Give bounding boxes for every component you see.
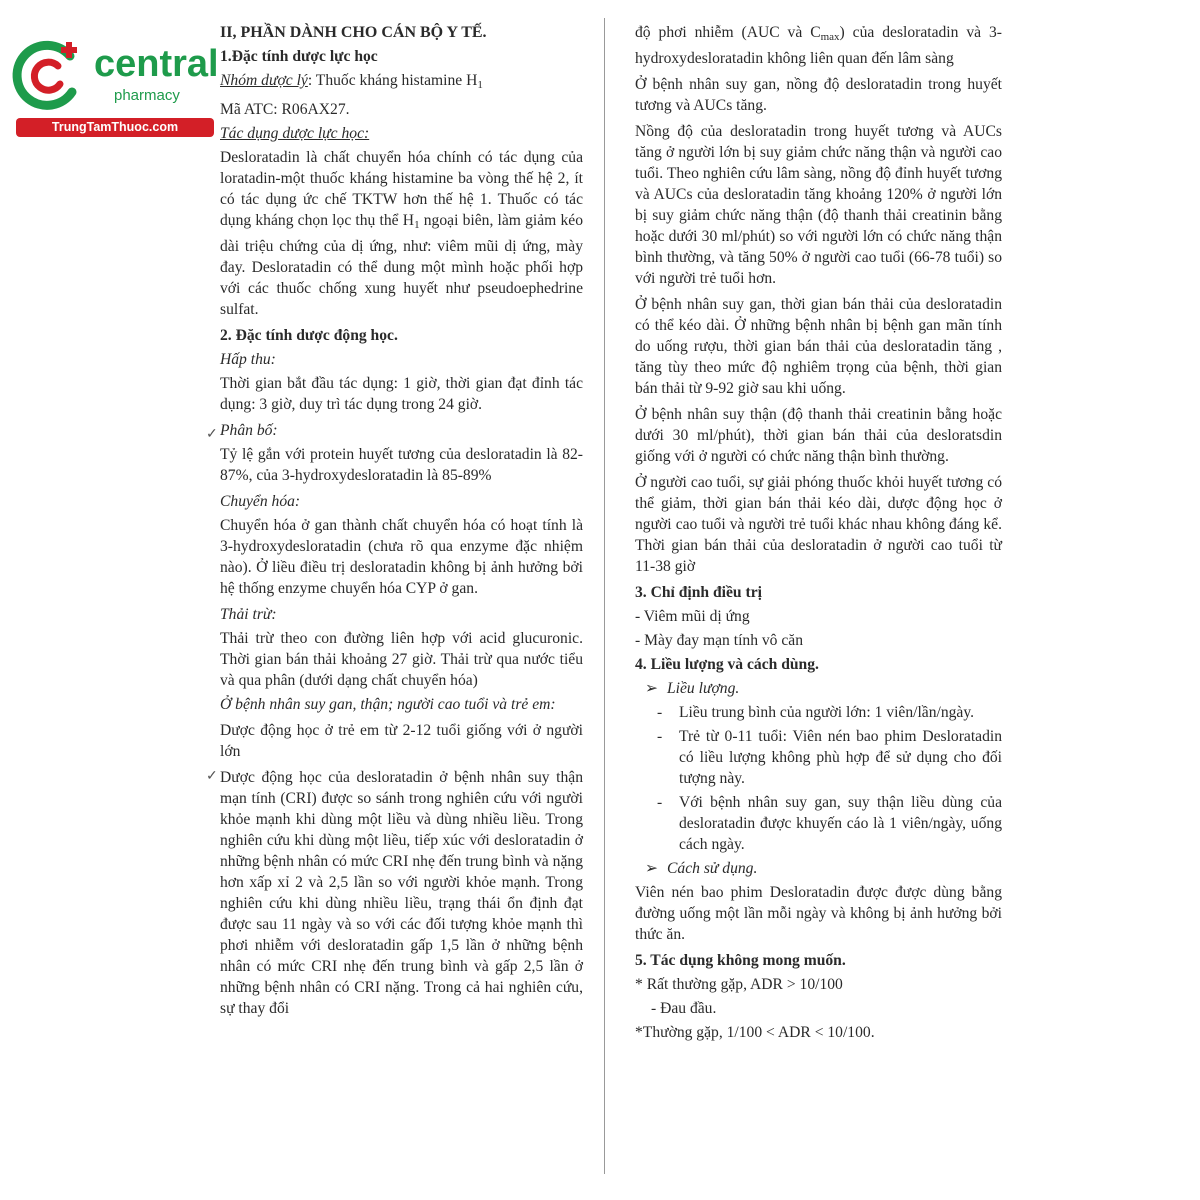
dose-item: - Trẻ từ 0-11 tuổi: Viên nén bao phim Desloratadin có liều lượng không phù hợp để sử dụng cho đối tượng này.: [657, 728, 1002, 787]
adr-very-common: * Rất thường gặp, ADR > 10/100: [635, 976, 843, 993]
dose-label: Liều lượng.: [667, 680, 740, 697]
child-text: Dược động học ở trẻ em từ 2-12 tuổi giống với ở người lớn: [220, 722, 583, 760]
arrow-icon: ➢: [645, 680, 659, 697]
left-column: [220, 22, 583, 1019]
arrow-icon: ➢: [645, 860, 659, 877]
brand-logo: [10, 36, 219, 136]
right-column: [635, 22, 1002, 1043]
dose-item: - Liều trung bình của người lớn: 1 viên/lần/ngày.: [657, 704, 975, 721]
usage-label: Cách sử dụng.: [667, 860, 758, 877]
metab-label: Chuyển hóa:: [220, 493, 301, 510]
liver-paragraph: Ở bệnh nhân suy gan, nồng độ desloratadin trong huyết tương và AUCs tăng.: [635, 76, 1002, 114]
adr-common: *Thường gặp, 1/100 < ADR < 10/100.: [635, 1024, 875, 1041]
special-label: Ở bệnh nhân suy gan, thận; người cao tuổi và trẻ em:: [220, 696, 556, 713]
metab-text: Chuyển hóa ở gan thành chất chuyển hóa có hoạt tính là 3-hydroxydesloratadin (chưa rõ qua enzyme đặc nhiệm nào). Ở liều điều trị desloratadin không bị ảnh hưởng bởi hệ thống enzyme chuyển hóa CYP ở gan.: [220, 517, 583, 597]
renal-elderly-paragraph: Nồng độ của desloratadin trong huyết tương và AUCs tăng ở người lớn bị suy giảm chức năng thận và người cao tuổi. Theo nghiên cứu lâm sàng, nồng độ đỉnh huyết tương và AUCs của desloratadin tăng khoảng 120% ở người lớn bị suy giảm chức năng thận (độ thanh thải creatinin bằng hoặc dưới 30 ml/phút) so với người lớn có chức năng thận bình thường, và tăng 50% ở người cao tuổi (66-78 tuổi) so với người trẻ tuổi hơn.: [635, 123, 1002, 287]
heading-indications: 3. Chỉ định điều trị: [635, 584, 762, 601]
indication-item: - Mày đay mạn tính vô căn: [635, 632, 804, 649]
cri-text: Dược động học của desloratadin ở bệnh nhân suy thận mạn tính (CRI) được so sánh trong nghiên cứu với người khỏe mạnh khi dùng một liều và dùng nhiều liều. Trong nghiên cứu khi dùng một liều, tiếp xúc với desloratadin ở những bệnh nhân có mức CRI nhẹ đến trung bình và nặng hơn xấp xỉ 2 và 2,5 lần so với người khỏe mạnh. Trong nghiên cứu khi dùng nhiều liều, trạng thái ổn định đạt được sau 11 ngày và so với các đối tượng khỏe mạnh thì phơi nhiễm với desloratadin gấp 1,5 lần ở những bệnh nhân có mức CRI nhẹ đến trung bình và gấp 2,5 lần ở những bệnh nhân có CRI nặng. Trong cả hai nghiên cứu, sự thay đổi: [220, 769, 583, 1017]
liver-half-life-paragraph: Ở bệnh nhân suy gan, thời gian bán thải của desloratadin có thể kéo dài. Ở những bệnh nhân bị bệnh gan mãn tính do uống rượu, thời gian bán thải của desloratadin tăng , tăng tùy theo mức độ nghiêm trọng của bệnh, thời gian bán thải từ 9-92 giờ sau khi uống.: [635, 296, 1002, 397]
dose-label-row: [635, 678, 1002, 699]
effect-label: Tác dụng dược lực học:: [220, 125, 370, 142]
brand-name: central: [94, 43, 219, 85]
continued-text: độ phơi nhiễm (AUC và $C_{max}$) của desloratadin và 3-hydroxydesloratadin không liên quan đến lâm sàng: [635, 24, 1002, 67]
effect-paragraph: Desloratadin là chất chuyển hóa chính có tác dụng của loratadin-một thuốc kháng histamine ba vòng thế hệ 2, ít có tác dụng ức chế TKTW hơn thế hệ 1. Thuốc có tác dụng kháng chọn lọc thụ thể $H_1$ ngoại biên, làm giảm kéo dài triệu chứng của dị ứng, như: viêm mũi dị ứng, mày đay. Desloratadin có thể dung một mình hoặc phối hợp với các thuốc chống xung huyết như pseudoephedrine sulfat.: [220, 149, 583, 318]
pharm-group: Nhóm dược lý: Thuốc kháng histamine $H_1$: [220, 72, 483, 91]
check-mark-icon: ✓: [206, 427, 218, 442]
distrib-text: Tỷ lệ gắn với protein huyết tương của desloratadin là 82-87%, của 3-hydroxydesloratadin là 85-89%: [220, 446, 583, 484]
elim-label: Thải trừ:: [220, 606, 277, 623]
indication-item: - Viêm mũi dị ứng: [635, 608, 750, 625]
section-title: II, PHẦN DÀNH CHO CÁN BỘ Y TẾ.: [220, 24, 487, 41]
central-pharmacy-logo-icon: [10, 36, 88, 114]
heading-dosage: 4. Liều lượng và cách dùng.: [635, 656, 819, 673]
brand-url[interactable]: TrungTamThuoc.com: [16, 118, 214, 137]
adr-item: - Đau đầu.: [651, 1000, 717, 1017]
brand-sub: pharmacy: [114, 87, 180, 104]
elim-text: Thải trừ theo con đường liên hợp với acid glucuronic. Thời gian bán thải khoảng 27 giờ. Thải trừ qua nước tiểu và qua phân (dưới dạng chất chuyển hóa): [220, 630, 583, 689]
renal-half-life-paragraph: Ở bệnh nhân suy thận (độ thanh thải creatinin bằng hoặc dưới 30 ml/phút), thời gian bán thải của desloratsdin giống với ở người có chức năng thận bình thường.: [635, 406, 1002, 465]
usage-text: Viên nén bao phim Desloratadin được được dùng bằng đường uống một lần mỗi ngày và không bị ảnh hưởng bởi thức ăn.: [635, 884, 1002, 943]
absorb-label: Hấp thu:: [220, 351, 276, 368]
column-divider: [604, 18, 605, 1174]
atc-code: Mã ATC: R06AX27.: [220, 101, 350, 118]
heading-pharmacodynamics: 1.Đặc tính dược lực học: [220, 48, 378, 65]
heading-side-effects: 5. Tác dụng không mong muốn.: [635, 952, 846, 969]
check-mark-icon: ✓: [206, 769, 218, 784]
distrib-label: Phân bố:: [220, 422, 278, 439]
absorb-text: Thời gian bắt đầu tác dụng: 1 giờ, thời gian đạt đỉnh tác dụng: 3 giờ, duy trì tác dụng trong 24 giờ.: [220, 375, 583, 413]
dose-item: - Với bệnh nhân suy gan, suy thận liều dùng của desloratadin được khuyến cáo là 1 viên/ngày, uống cách ngày.: [657, 794, 1002, 853]
heading-pharmacokinetics: 2. Đặc tính dược động học.: [220, 327, 398, 344]
usage-label-row: [635, 858, 1002, 879]
elderly-paragraph: Ở người cao tuổi, sự giải phóng thuốc khỏi huyết tương có thể giảm, thời gian bán thải kéo dài, dược động học ở người cao tuổi và người trẻ tuổi khác nhau không đáng kể. Thời gian bán thải của desloratadin ở người cao tuổi từ 11-38 giờ: [635, 474, 1002, 575]
